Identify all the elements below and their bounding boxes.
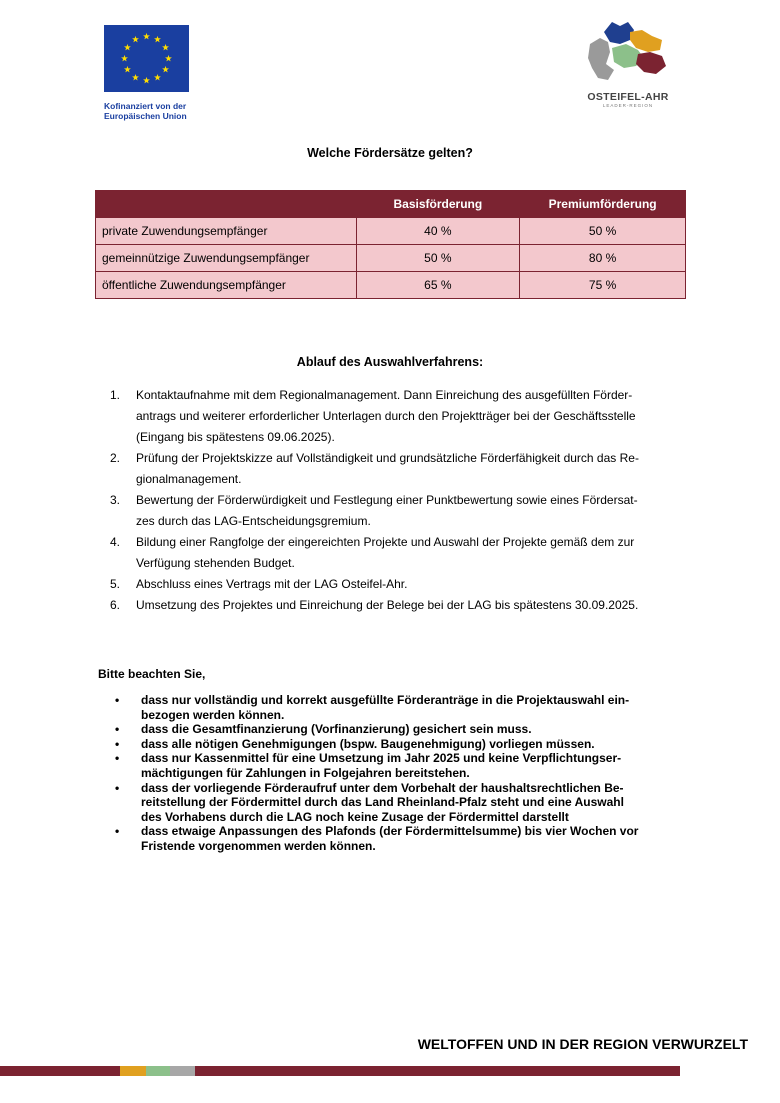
footer-bar-segment bbox=[170, 1066, 195, 1076]
step-line: Prüfung der Projektskizze auf Vollständigkeit und grundsätzliche Förderfähigkeit durch das Re- bbox=[136, 451, 639, 465]
rate-basis: 40 % bbox=[356, 218, 520, 245]
note-line: dass nur vollständig und korrekt ausgefüllte Förderanträge in die Projektauswahl ein- bbox=[141, 693, 630, 707]
notice-heading: Bitte beachten Sie, bbox=[98, 667, 206, 681]
step-line: Umsetzung des Projektes und Einreichung der Belege bei der LAG bis spätestens 30.09.2025. bbox=[136, 598, 639, 612]
note-line: Fristende vorgenommen werden können. bbox=[141, 838, 376, 853]
footer-bar-segment bbox=[146, 1066, 170, 1076]
note-line: dass die Gesamtfinanzierung (Vorfinanzierung) gesichert sein muss. bbox=[141, 722, 532, 737]
note-line: dass der vorliegende Förderaufruf unter dem Vorbehalt der haushaltsrechtlichen Be- bbox=[141, 780, 624, 795]
step-line: gionalmanagement. bbox=[136, 472, 242, 486]
footer-bar-segment bbox=[0, 1066, 120, 1076]
list-item bbox=[113, 737, 693, 752]
eu-caption bbox=[104, 101, 189, 121]
list-item bbox=[110, 532, 690, 574]
rate-premium: 50 % bbox=[520, 218, 686, 245]
note-line: des Vorhabens durch die LAG noch keine Zusage der Fördermittel darstellt bbox=[141, 809, 569, 824]
region-map-icon bbox=[586, 18, 670, 88]
step-line: Bewertung der Förderwürdigkeit und Festlegung einer Punktbewertung sowie eines Fördersat- bbox=[136, 493, 638, 507]
eu-star-icon bbox=[121, 55, 128, 62]
table-row bbox=[96, 218, 686, 245]
procedure-title: Ablauf des Auswahlverfahrens: bbox=[296, 355, 484, 369]
rate-basis: 65 % bbox=[356, 272, 520, 299]
footer-bar-segment bbox=[195, 1066, 680, 1076]
list-item bbox=[110, 574, 690, 595]
list-item bbox=[113, 781, 693, 825]
rate-label: private Zuwendungsempfänger bbox=[96, 218, 357, 245]
rates-header-row bbox=[96, 191, 686, 218]
rate-label: öffentliche Zuwendungsempfänger bbox=[96, 272, 357, 299]
table-row bbox=[96, 272, 686, 299]
note-line: reitstellung der Fördermittel durch das Land Rheinland-Pfalz steht und eine Auswahl bbox=[141, 795, 624, 810]
osteifel-ahr-logo bbox=[586, 18, 670, 108]
eu-star-icon bbox=[132, 74, 139, 81]
eu-star-icon bbox=[132, 36, 139, 43]
bullet-icon: • bbox=[115, 722, 120, 737]
list-item bbox=[113, 693, 693, 722]
note-line: dass alle nötigen Genehmigungen (bspw. Baugenehmigung) vorliegen müssen. bbox=[141, 736, 595, 751]
bullet-icon: • bbox=[115, 751, 120, 766]
list-item bbox=[110, 595, 690, 616]
list-item bbox=[113, 824, 693, 853]
step-line: zes durch das LAG-Entscheidungsgremium. bbox=[136, 514, 371, 528]
eu-star-icon bbox=[124, 66, 131, 73]
note-line: mächtigungen für Zahlungen in Folgejahren bereitstehen. bbox=[141, 765, 470, 780]
logo-subtitle: LEADER-REGION bbox=[602, 103, 654, 108]
step-number: 4. bbox=[110, 535, 121, 549]
notice-list bbox=[113, 693, 693, 854]
rates-header-basis: Basisförderung bbox=[356, 191, 520, 218]
list-item bbox=[110, 490, 690, 532]
step-line: antrags und weiterer erforderlicher Unterlagen durch den Projektträger bei der Geschäftsstelle bbox=[136, 409, 636, 423]
eu-caption-line2: Europäischen Union bbox=[104, 111, 187, 121]
bullet-icon: • bbox=[115, 693, 120, 707]
rate-label: gemeinnützige Zuwendungsempfänger bbox=[96, 245, 357, 272]
list-item bbox=[110, 385, 690, 448]
step-number: 5. bbox=[110, 577, 121, 591]
step-line: Abschluss eines Vertrags mit der LAG Osteifel-Ahr. bbox=[136, 577, 408, 591]
table-row bbox=[96, 245, 686, 272]
note-line: bezogen werden können. bbox=[141, 707, 285, 722]
rates-header-premium: Premiumförderung bbox=[520, 191, 686, 218]
step-number: 1. bbox=[110, 388, 121, 402]
rates-header-empty bbox=[96, 191, 357, 218]
eu-star-icon bbox=[162, 66, 169, 73]
step-number: 2. bbox=[110, 451, 121, 465]
eu-star-icon bbox=[143, 77, 150, 84]
eu-star-icon bbox=[162, 44, 169, 51]
bullet-icon: • bbox=[115, 780, 120, 795]
footer-bar-segment bbox=[120, 1066, 146, 1076]
rates-title: Welche Fördersätze gelten? bbox=[307, 146, 473, 160]
eu-logo bbox=[104, 25, 189, 121]
rates-table bbox=[95, 190, 686, 299]
eu-caption-line1: Kofinanziert von der bbox=[104, 101, 187, 111]
note-line: dass nur Kassenmittel für eine Umsetzung im Jahr 2025 und keine Verpflichtungser- bbox=[141, 751, 622, 766]
step-line: Bildung einer Rangfolge der eingereichten Projekte und Auswahl der Projekte gemäß dem zur bbox=[136, 535, 635, 549]
rate-premium: 75 % bbox=[520, 272, 686, 299]
eu-star-icon bbox=[154, 74, 161, 81]
footer-slogan: WELTOFFEN UND IN DER REGION VERWURZELT bbox=[417, 1036, 748, 1052]
step-line: Verfügung stehenden Budget. bbox=[136, 556, 295, 570]
list-item bbox=[113, 751, 693, 780]
logo-name: OSTEIFEL-AHR bbox=[587, 91, 669, 103]
bullet-icon: • bbox=[115, 736, 120, 751]
rate-premium: 80 % bbox=[520, 245, 686, 272]
footer-color-bar bbox=[0, 1066, 680, 1076]
step-number: 6. bbox=[110, 598, 121, 612]
step-line: Kontaktaufnahme mit dem Regionalmanagement. Dann Einreichung des ausgefüllten Förder- bbox=[136, 388, 633, 402]
eu-star-icon bbox=[154, 36, 161, 43]
list-item bbox=[110, 448, 690, 490]
bullet-icon: • bbox=[115, 824, 120, 839]
rate-basis: 50 % bbox=[356, 245, 520, 272]
list-item bbox=[113, 722, 693, 737]
note-line: dass etwaige Anpassungen des Plafonds (der Fördermittelsumme) bis vier Wochen vor bbox=[141, 824, 639, 839]
eu-star-icon bbox=[124, 44, 131, 51]
step-number: 3. bbox=[110, 493, 121, 507]
step-line: (Eingang bis spätestens 09.06.2025). bbox=[136, 430, 335, 444]
eu-star-icon bbox=[165, 55, 172, 62]
eu-star-icon bbox=[143, 33, 150, 40]
eu-flag-icon bbox=[104, 25, 189, 92]
procedure-steps bbox=[110, 385, 690, 616]
